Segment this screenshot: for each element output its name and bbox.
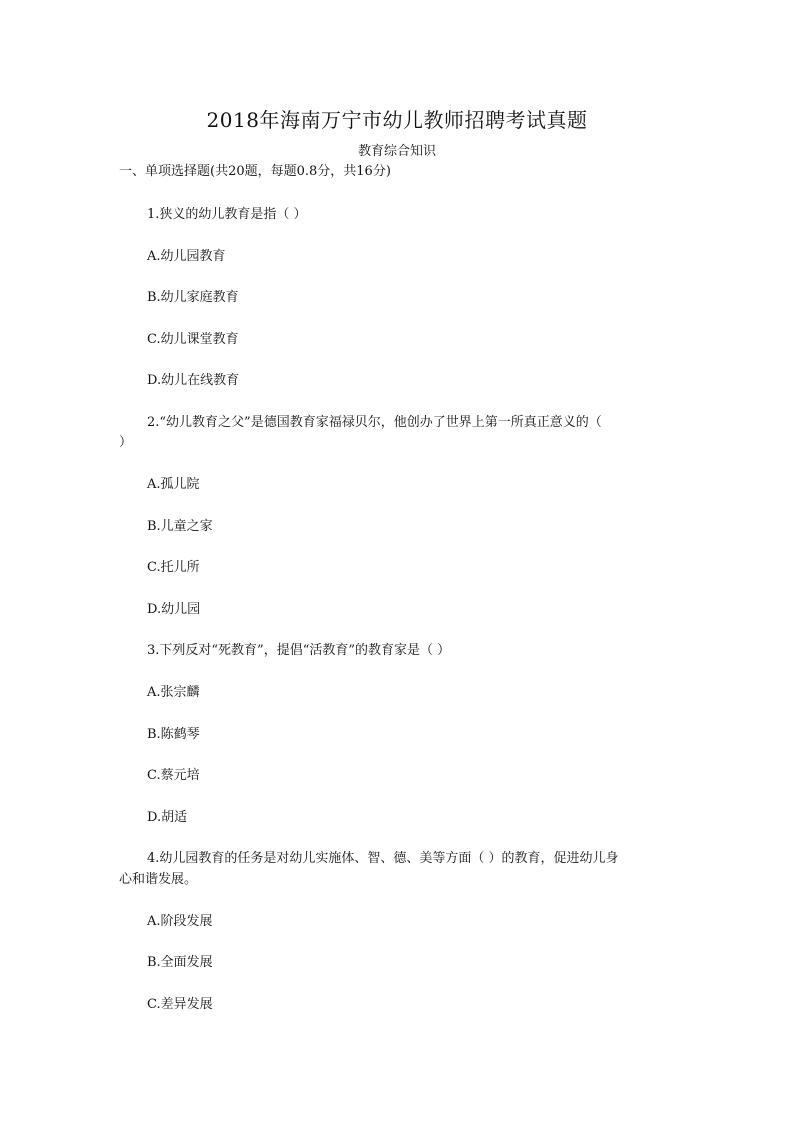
document-title: 2018年海南万宁市幼儿教师招聘考试真题: [206, 108, 588, 132]
question-1-stem: 1.狭义的幼儿教育是指（ ）: [147, 207, 307, 222]
question-1-option-c: C.幼儿课堂教育: [147, 332, 239, 347]
question-2-stem-continued: ）: [119, 435, 133, 450]
question-4-stem-continued: 心和谐发展。: [119, 872, 198, 887]
section-heading: 一、单项选择题(共20题，每题0.8分，共16分): [119, 164, 391, 179]
question-3-option-d: D.胡适: [147, 810, 188, 825]
question-4-option-b: B.全面发展: [147, 955, 213, 970]
question-4-option-a: A.阶段发展: [147, 914, 213, 929]
question-2-stem: 2.“幼儿教育之父”是德国教育家福禄贝尔，他创办了世界上第一所真正意义的（: [147, 415, 602, 430]
question-4-option-c: C.差异发展: [147, 997, 213, 1012]
question-2-option-d: D.幼儿园: [147, 602, 201, 617]
question-2-option-a: A.孤儿院: [147, 477, 200, 492]
question-1-option-d: D.幼儿在线教育: [147, 373, 240, 388]
question-3-option-a: A.张宗麟: [147, 685, 200, 700]
question-3-option-c: C.蔡元培: [147, 768, 200, 783]
question-3-stem: 3.下列反对“死教育”，提倡“活教育”的教育家是（ ）: [147, 643, 451, 658]
question-1-option-b: B.幼儿家庭教育: [147, 290, 239, 305]
question-4-stem: 4.幼儿园教育的任务是对幼儿实施体、智、德、美等方面（ ）的教育，促进幼儿身: [147, 851, 619, 866]
question-1-option-a: A.幼儿园教育: [147, 249, 226, 264]
question-3-option-b: B.陈鹤琴: [147, 727, 200, 742]
question-2-option-c: C.托儿所: [147, 560, 200, 575]
document-subtitle: 教育综合知识: [357, 144, 436, 159]
question-2-option-b: B.儿童之家: [147, 519, 213, 534]
